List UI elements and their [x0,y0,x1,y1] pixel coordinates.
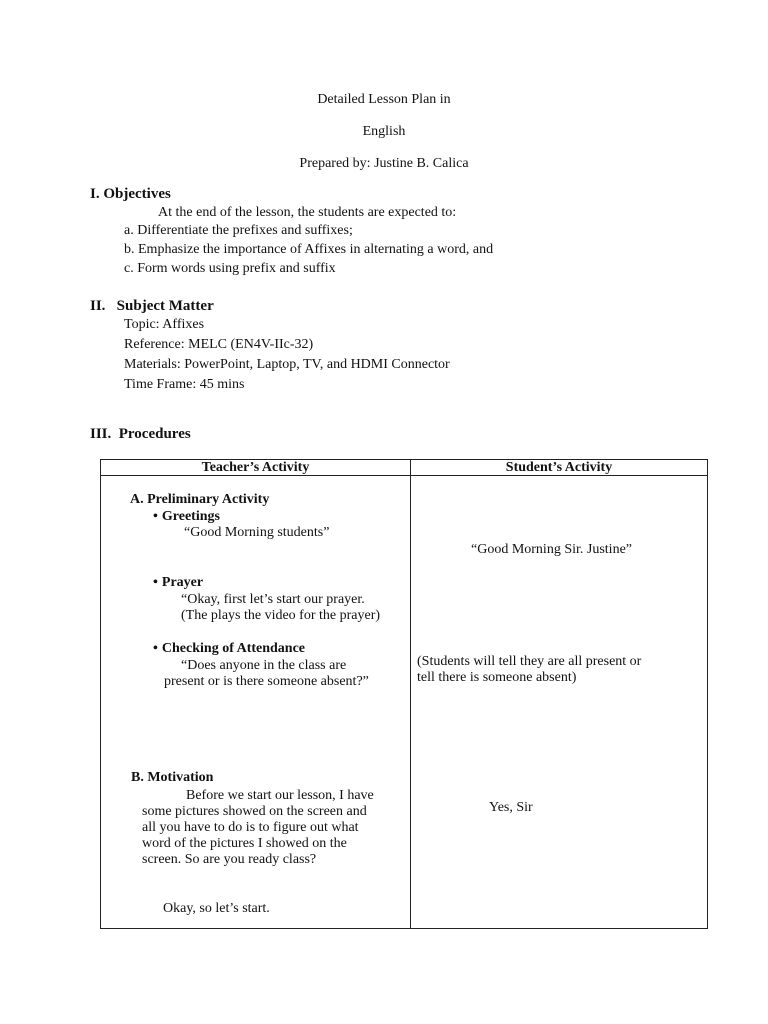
greeting-reply: “Good Morning Sir. Justine” [471,542,632,557]
greetings-text: “Good Morning students” [184,525,330,540]
motivation-reply: Yes, Sir [489,800,533,815]
preliminary-activity-heading: A. Preliminary Activity [130,492,270,507]
objectives-heading: I. Objectives [90,186,171,202]
materials-line: Materials: PowerPoint, Laptop, TV, and HDMI Connector [124,357,450,372]
motivation-text: Before we start our lesson, I have [186,788,374,803]
procedures-heading: III. Procedures [90,426,191,442]
motivation-heading: B. Motivation [131,770,214,785]
attendance-reply: tell there is someone absent) [417,670,577,685]
greetings-heading: • Greetings [153,509,220,525]
attendance-text: present or is there someone absent?” [164,674,369,689]
motivation-text: word of the pictures I showed on the [142,836,347,851]
attendance-reply: (Students will tell they are all present or [417,654,642,669]
start-text: Okay, so let’s start. [163,901,270,916]
student-activity-header: Student’s Activity [505,460,613,475]
motivation-text: all you have to do is to figure out what [142,820,359,835]
objectives-intro: At the end of the lesson, the students are expected to: [158,205,457,220]
lesson-title: Detailed Lesson Plan in [317,92,451,107]
teacher-activity-header: Teacher’s Activity [201,460,310,475]
column-divider [410,460,411,928]
objective-item: b. Emphasize the importance of Affixes in alternating a word, and [124,242,494,257]
objective-item: c. Form words using prefix and suffix [124,261,336,276]
prepared-by: Prepared by: Justine B. Calica [299,156,469,171]
prayer-text: “Okay, first let’s start our prayer. [181,592,365,607]
prayer-text: (The plays the video for the prayer) [181,608,381,623]
attendance-heading: • Checking of Attendance [153,641,305,657]
topic-line: Topic: Affixes [124,317,205,332]
prayer-heading: • Prayer [153,575,203,591]
reference-line: Reference: MELC (EN4V-IIc-32) [124,337,314,352]
header-divider [101,475,707,476]
motivation-text: some pictures showed on the screen and [142,804,367,819]
subject-matter-heading: II. Subject Matter [90,298,214,314]
time-frame-line: Time Frame: 45 mins [124,377,245,392]
motivation-text: screen. So are you ready class? [142,852,317,867]
subject-title: English [362,124,406,139]
objective-item: a. Differentiate the prefixes and suffixes; [124,223,353,238]
procedures-table [100,459,708,929]
attendance-text: “Does anyone in the class are [181,658,347,673]
